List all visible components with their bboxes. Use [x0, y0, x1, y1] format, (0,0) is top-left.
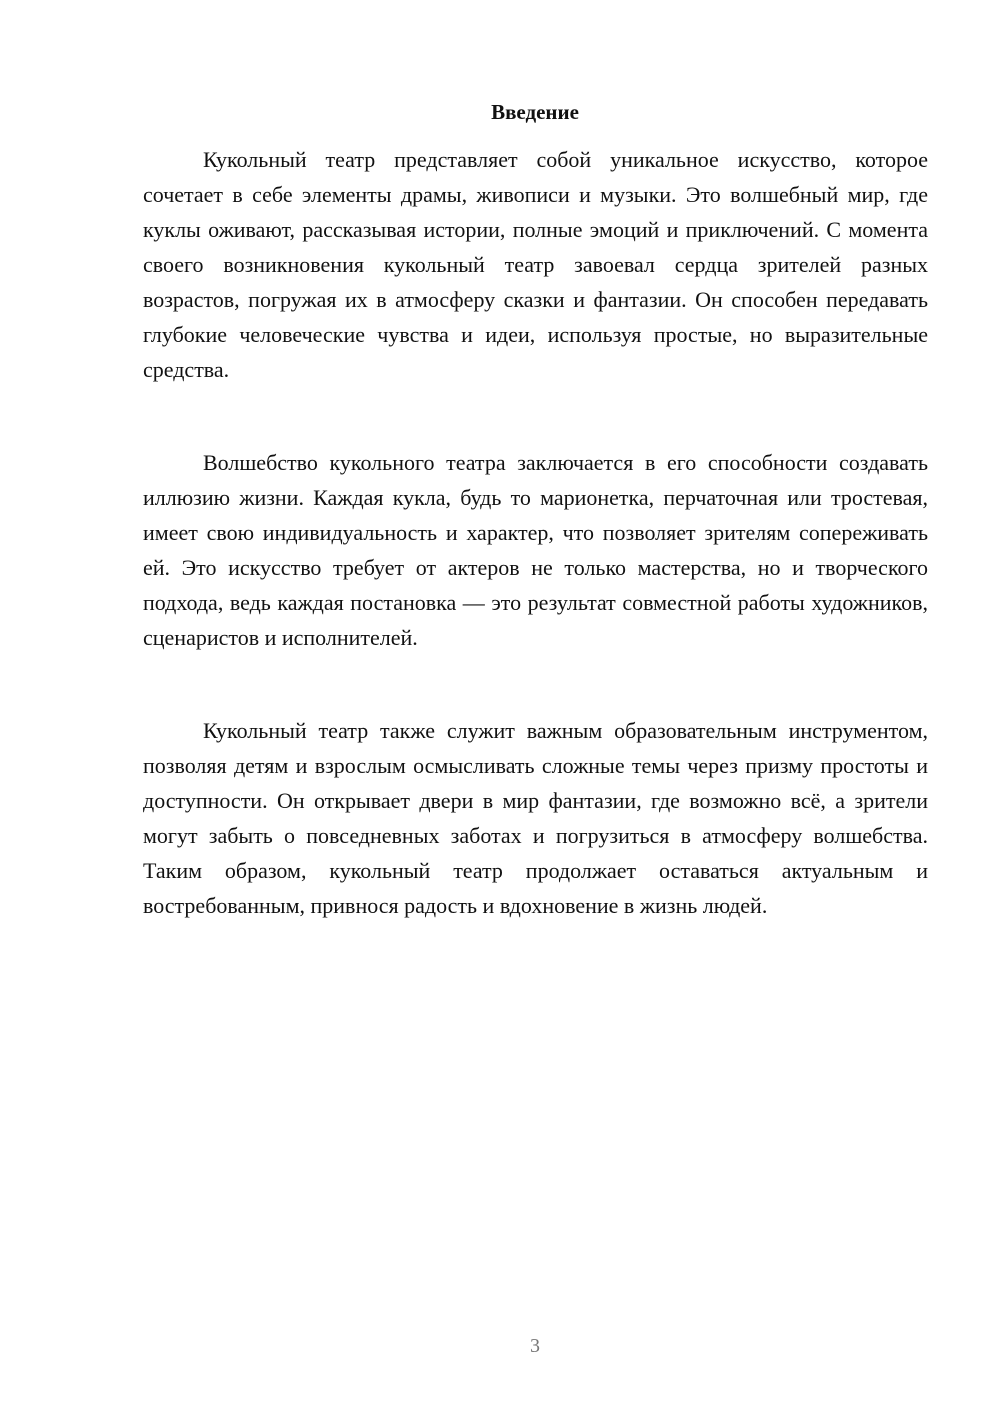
paragraph-2: Волшебство кукольного театра заключается в его способности создавать иллюзию жизни. Каждая кукла, будь то марионетка, перчаточная или тростевая, имеет свою индивидуальность и характер, что позволяет зрителям сопереживать ей. Это искусство требует от актеров не только мастерства, но и творческого подхода, ведь каждая постановка — это результат совместной работы художников, сценаристов и исполнителей. — [143, 450, 928, 650]
paragraph-1: Кукольный театр представляет собой уникальное искусство, которое сочетает в себе элементы драмы, живописи и музыки. Это волшебный мир, где куклы оживают, рассказывая истории, полные эмоций и приключений. С момента своего возникновения кукольный театр завоевал сердца зрителей разных возрастов, погружая их в атмосферу сказки и фантазии. Он способен передавать глубокие человеческие чувства и идеи, используя простые, но выразительные средства. — [143, 147, 928, 382]
page-number: 3 — [530, 1335, 540, 1357]
section-heading: Введение — [491, 100, 579, 124]
paragraph-3: Кукольный театр также служит важным образовательным инструментом, позволяя детям и взрослым осмысливать сложные темы через призму простоты и доступности. Он открывает двери в мир фантазии, где возможно всё, а зрители могут забыть о повседневных заботах и погрузиться в атмосферу волшебства. Таким образом, кукольный театр продолжает оставаться актуальным и востребованным, привнося радость и вдохновение в жизнь людей. — [143, 718, 928, 918]
